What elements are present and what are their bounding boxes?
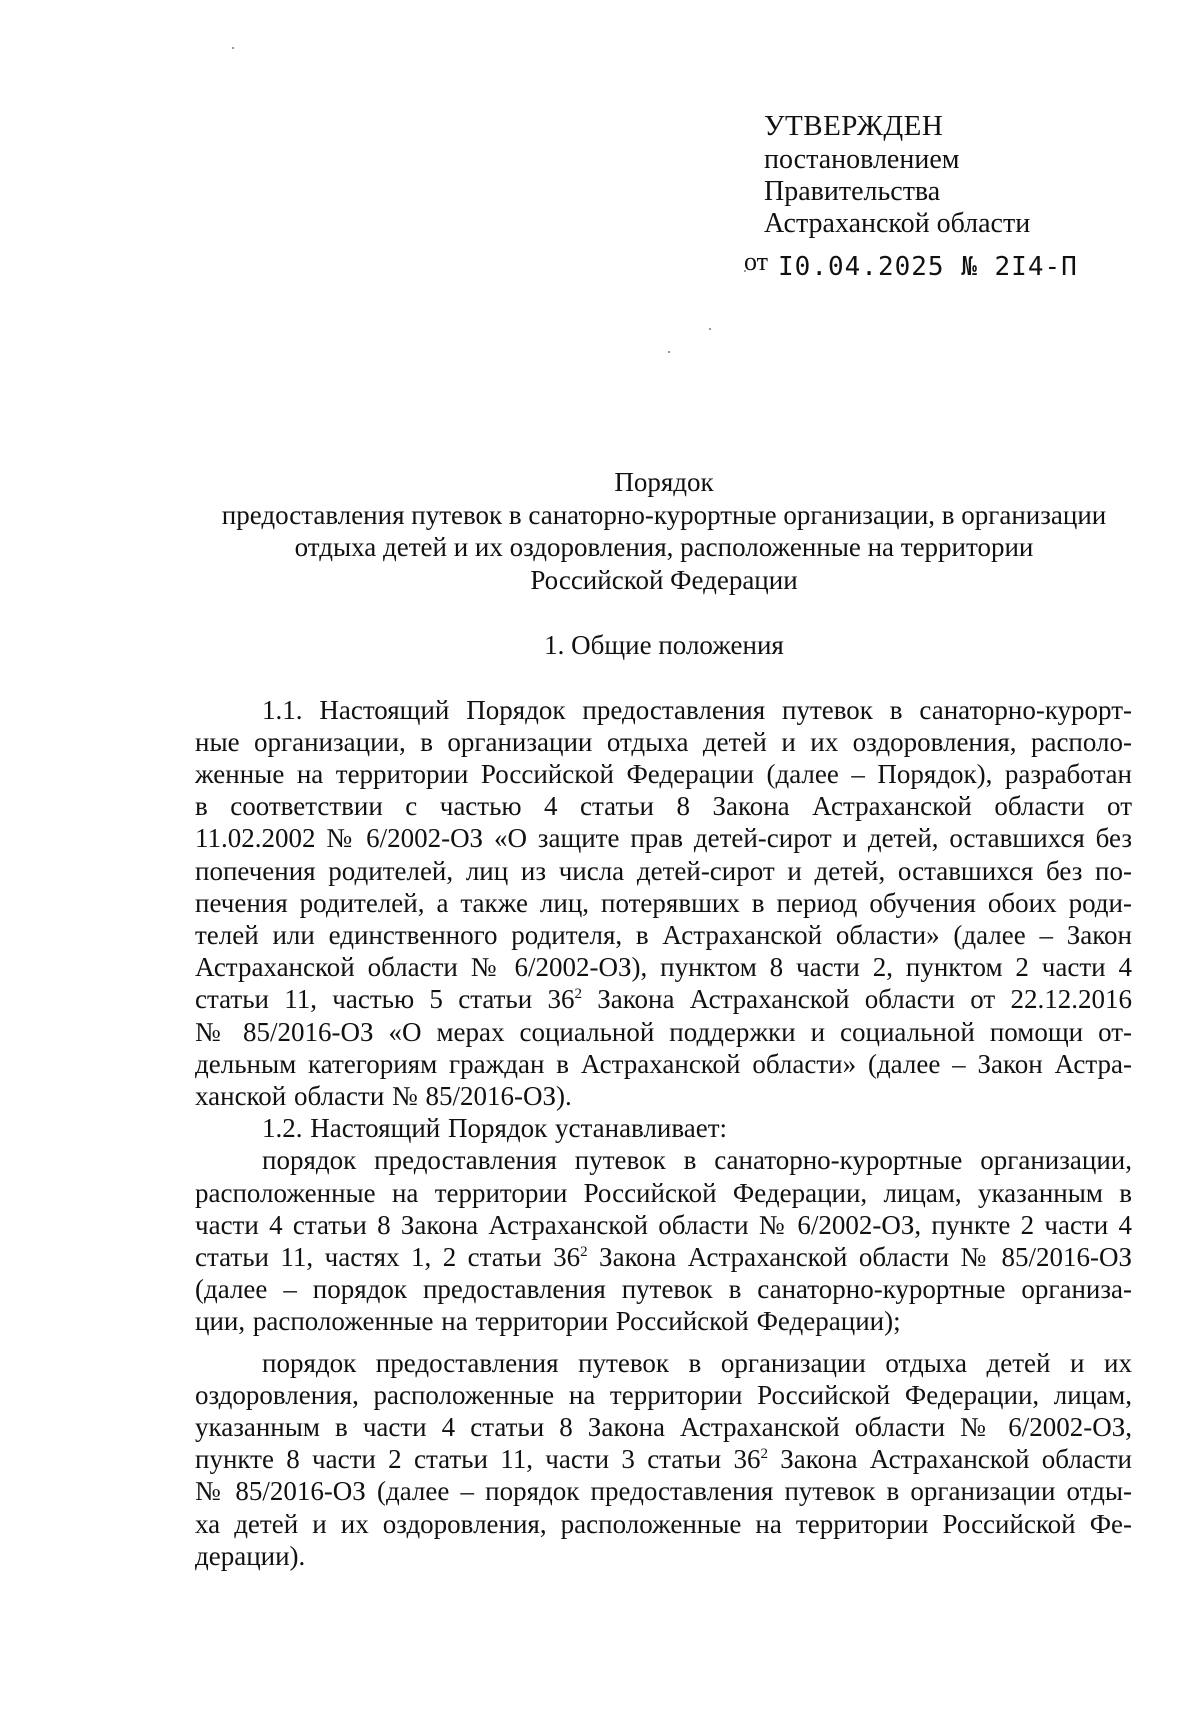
approval-date-line — [744, 246, 1078, 287]
approval-line-government: Правительства — [764, 176, 941, 207]
paragraph-line: печения родителей, а также лиц, потерявших в период обучения обоих роди- — [195, 888, 1132, 918]
list-item-text: Закона Астраханской области — [767, 1444, 1133, 1474]
list-item-line: части 4 статьи 8 Закона Астраханской области № 6/2002-ОЗ, пункте 2 части 4 — [195, 1210, 1132, 1240]
paragraph-line: № 85/2016-ОЗ «О мерах социальной поддержки и социальной помощи от- — [195, 1017, 1132, 1047]
list-item-line: ха детей и их оздоровления, расположенные на территории Российской Фе- — [195, 1509, 1132, 1539]
approval-line-region: Астраханской области — [764, 208, 1031, 239]
paragraph-line: 1.2. Настоящий Порядок устанавливает: — [262, 1113, 728, 1143]
superscript: 2 — [580, 1244, 588, 1260]
list-item-line: дерации). — [195, 1541, 306, 1571]
scan-speck — [709, 328, 711, 330]
list-item-text: Закона Астраханской области № 85/2016-ОЗ — [587, 1242, 1133, 1272]
list-item-line: указанным в части 4 статьи 8 Закона Астраханской области № 6/2002-ОЗ, — [195, 1412, 1132, 1442]
paragraph-line: Астраханской области № 6/2002-ОЗ), пунктом 8 части 2, пунктом 2 части 4 — [195, 952, 1132, 982]
paragraph-text: статьи 11, частью 5 статьи 36 — [195, 984, 575, 1014]
approval-line-resolution: постановлением — [764, 144, 960, 175]
paragraph-line: телей или единственного родителя, в Астраханской области» (далее – Закон — [195, 920, 1132, 950]
superscript: 2 — [574, 986, 582, 1002]
list-item-line: ции, расположенные на территории Российской Федерации); — [195, 1306, 901, 1336]
list-item-line: (далее – порядок предоставления путевок в санаторно-курортные организа- — [195, 1274, 1132, 1304]
paragraph-line: в соответствии с частью 4 статьи 8 Закона Астраханской области от — [195, 791, 1132, 821]
list-item-text: пункте 8 части 2 статьи 11, части 3 статьи 36 — [195, 1444, 761, 1474]
list-item-line-with-superscript — [195, 1443, 1132, 1475]
paragraph-line: дельным категориям граждан в Астраханской области» (далее – Закон Астра- — [195, 1049, 1132, 1079]
list-item-line: № 85/2016-ОЗ (далее – порядок предоставления путевок в организации отды- — [195, 1476, 1132, 1506]
paragraph-line: ханской области № 85/2016-ОЗ). — [195, 1081, 572, 1111]
list-item-line: расположенные на территории Российской Федерации, лицам, указанным в — [195, 1178, 1132, 1208]
paragraph-line: ные организации, в организации отдыха детей и их оздоровления, располо- — [195, 727, 1132, 757]
list-item-line: порядок предоставления путевок в санаторно-курортные организации, — [262, 1145, 1132, 1175]
paragraph-line: 11.02.2002 № 6/2002-ОЗ «О защите прав детей-сирот и детей, оставшихся без — [195, 823, 1132, 853]
approval-title: УТВЕРЖДЕН — [764, 110, 944, 142]
paragraph-text: Закона Астраханской области от 22.12.2016 — [581, 984, 1132, 1014]
list-item-line-with-superscript — [195, 1241, 1132, 1273]
paragraph-line-with-superscript — [195, 983, 1132, 1015]
list-item-text: статьи 11, частях 1, 2 статьи 36 — [195, 1242, 581, 1272]
list-item-line: порядок предоставления путевок в организации отдыха детей и их — [262, 1348, 1132, 1378]
superscript: 2 — [760, 1446, 768, 1462]
paragraph-line: попечения родителей, лиц из числа детей-сирот и детей, оставшихся без по- — [195, 856, 1132, 886]
scan-speck — [232, 47, 234, 49]
list-item-line: оздоровления, расположенные на территории Российской Федерации, лицам, — [195, 1380, 1132, 1410]
paragraph-line: 1.1. Настоящий Порядок предоставления путевок в санаторно-курорт- — [262, 695, 1132, 725]
approval-date-prefix: от — [744, 247, 769, 276]
document-title: Порядок — [614, 467, 714, 497]
paragraph-line: женные на территории Российской Федерации (далее – Порядок), разработан — [195, 759, 1132, 789]
section-heading: 1. Общие положения — [544, 630, 784, 660]
document-subtitle-line: предоставления путевок в санаторно-курортные организации, в организации — [221, 500, 1107, 530]
document-subtitle-line: отдыха детей и их оздоровления, расположенные на территории — [294, 532, 1034, 562]
document-subtitle-line: Российской Федерации — [530, 565, 798, 595]
approval-date-stamp: I0.04.2025 № 2I4-П — [778, 252, 1078, 282]
scan-speck — [668, 351, 670, 353]
